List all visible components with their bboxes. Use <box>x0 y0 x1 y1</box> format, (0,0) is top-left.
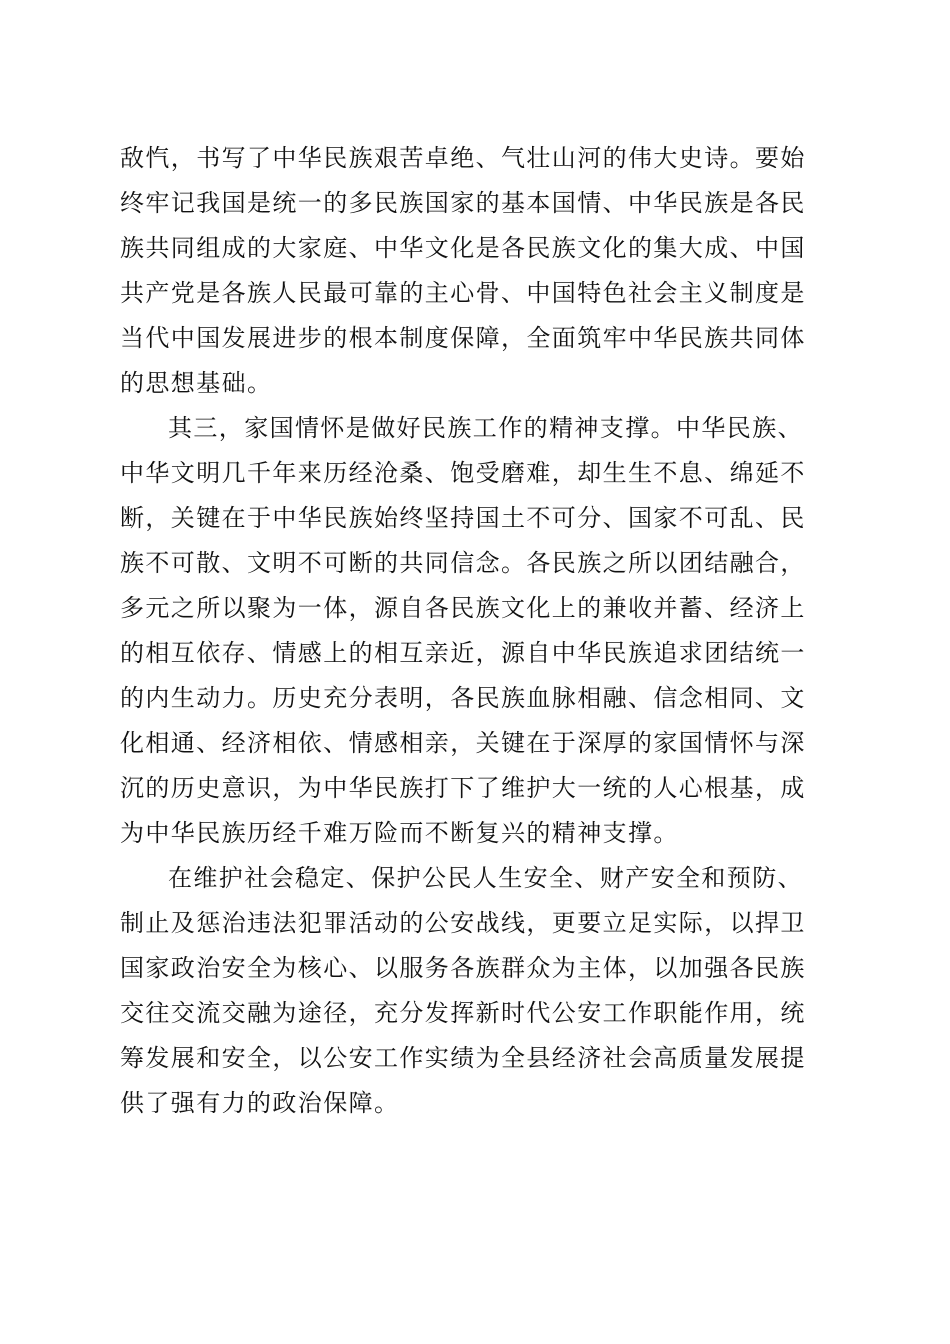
text-line: 敌忾，书写了中华民族艰苦卓绝、气壮山河的伟大史诗。要始 <box>120 144 806 172</box>
text-line: 筹发展和安全，以公安工作实绩为全县经济社会高质量发展提 <box>120 1044 806 1072</box>
text-line: 断，关键在于中华民族始终坚持国土不可分、国家不可乱、民 <box>120 504 806 532</box>
text-line: 制止及惩治违法犯罪活动的公安战线，更要立足实际，以捍卫 <box>120 909 806 937</box>
text-line: 的内生动力。历史充分表明，各民族血脉相融、信念相同、文 <box>120 684 806 712</box>
text-line: 多元之所以聚为一体，源自各民族文化上的兼收并蓄、经济上 <box>120 594 806 622</box>
text-line: 供了强有力的政治保障。 <box>120 1089 400 1117</box>
text-line: 当代中国发展进步的根本制度保障，全面筑牢中华民族共同体 <box>120 324 806 352</box>
text-line: 共产党是各族人民最可靠的主心骨、中国特色社会主义制度是 <box>120 279 806 307</box>
text-line: 为中华民族历经千难万险而不断复兴的精神支撑。 <box>120 819 679 847</box>
text-line: 交往交流交融为途径，充分发挥新时代公安工作职能作用，统 <box>120 999 806 1027</box>
text-line: 终牢记我国是统一的多民族国家的基本国情、中华民族是各民 <box>120 189 806 217</box>
paragraph-2 <box>120 406 840 856</box>
text-line: 族共同组成的大家庭、中华文化是各民族文化的集大成、中国 <box>120 234 806 262</box>
text-line: 中华文明几千年来历经沧桑、饱受磨难，却生生不息、绵延不 <box>120 459 806 487</box>
text-line: 其三，家国情怀是做好民族工作的精神支撑。中华民族、 <box>168 414 803 442</box>
text-line: 沉的历史意识，为中华民族打下了维护大一统的人心根基，成 <box>120 774 806 802</box>
text-line: 的相互依存、情感上的相互亲近，源自中华民族追求团结统一 <box>120 639 806 667</box>
document-body <box>120 136 840 1126</box>
text-line: 化相通、经济相依、情感相亲，关键在于深厚的家国情怀与深 <box>120 729 806 757</box>
paragraph-1 <box>120 136 840 406</box>
text-line: 在维护社会稳定、保护公民人生安全、财产安全和预防、 <box>168 864 803 892</box>
text-line: 族不可散、文明不可断的共同信念。各民族之所以团结融合， <box>120 549 806 577</box>
text-line: 的思想基础。 <box>120 369 273 397</box>
paragraph-3 <box>120 856 840 1126</box>
text-line: 国家政治安全为核心、以服务各族群众为主体，以加强各民族 <box>120 954 806 982</box>
